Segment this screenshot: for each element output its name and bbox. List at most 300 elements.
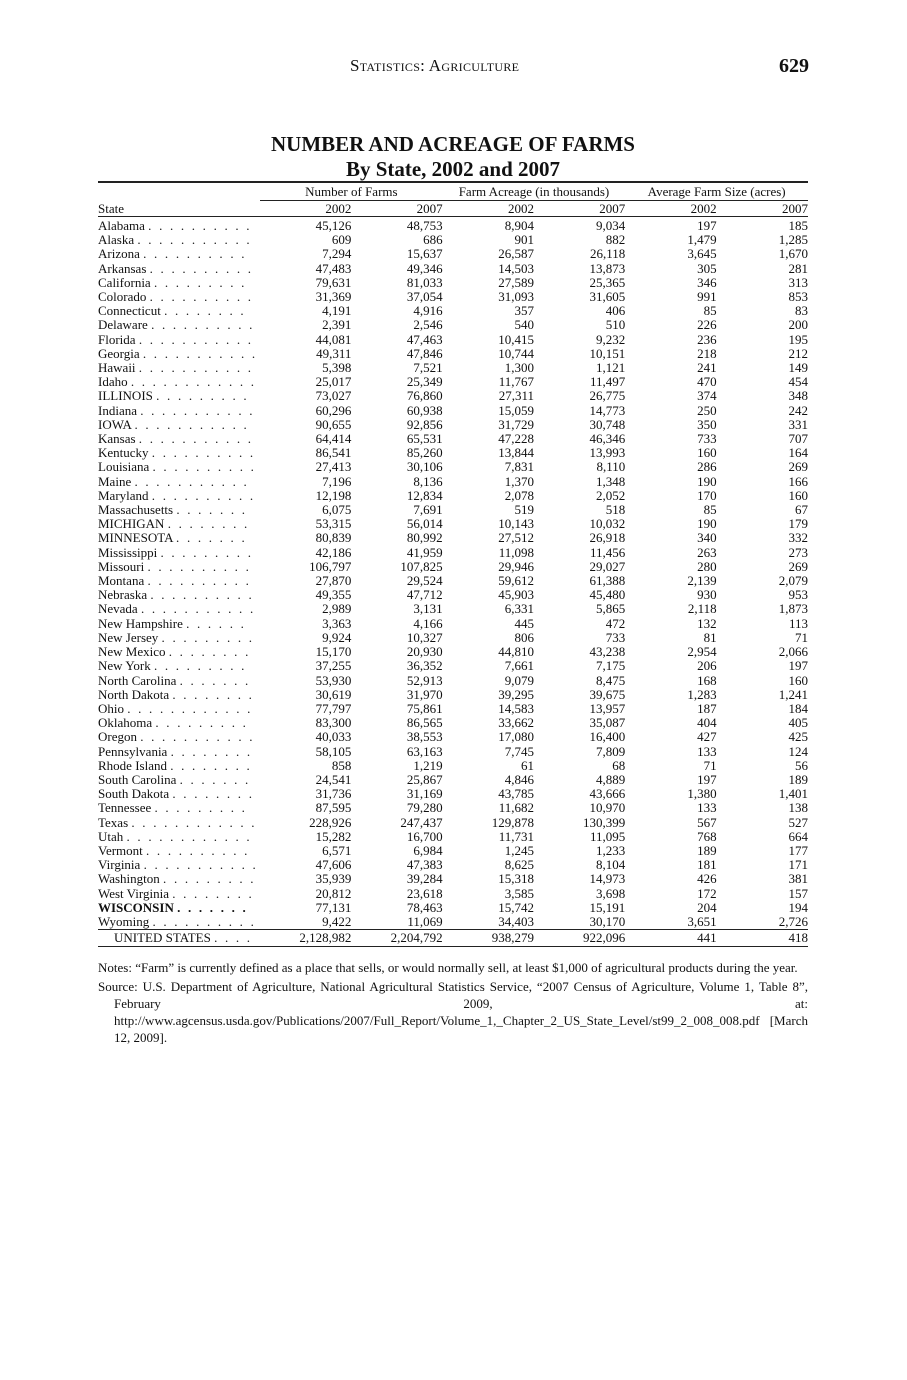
group-header-farm-acreage: Farm Acreage (in thousands)	[443, 183, 626, 201]
value-cell: 83,300	[315, 715, 352, 731]
value-cell: 7,831	[504, 459, 534, 475]
group-header-number-of-farms: Number of Farms	[260, 183, 443, 201]
state-cell: Oregon . . . . . . . . . . .	[98, 729, 255, 745]
table-row	[98, 688, 808, 702]
total-value-cell: 2,128,982	[260, 930, 351, 947]
value-cell: 1,245	[504, 842, 534, 858]
source-text: Source: U.S. Department of Agriculture, National Agricultural Statistics Service, “2007 Census of Agriculture, Volume 1, Table 8”, February 2009, at: http://www.agcensus.usda.gov/Publications/2007/Full_Report/Volume_1,_Chapter_2_US_State_Level/st99_2_008_008.pdf [March 12, 2009].	[98, 979, 808, 1045]
value-cell: 29,946	[498, 558, 534, 574]
value-cell: 2,079	[778, 573, 808, 589]
value-cell: 2,078	[504, 487, 534, 503]
state-cell: Utah . . . . . . . . . . . .	[98, 828, 252, 844]
value-cell: 9,034	[596, 218, 626, 233]
state-cell: Georgia . . . . . . . . . . .	[98, 345, 258, 361]
value-cell: 14,583	[498, 700, 534, 716]
value-cell: 27,311	[498, 388, 534, 404]
state-cell: Alabama . . . . . . . . . .	[98, 218, 252, 233]
value-cell: 13,844	[498, 445, 534, 461]
value-cell: 332	[788, 530, 808, 546]
value-cell: 106,797	[309, 558, 352, 574]
state-cell: Maryland . . . . . . . . . .	[98, 487, 256, 503]
value-cell: 26,118	[590, 246, 626, 262]
table-title	[98, 132, 808, 182]
value-cell: 2,954	[687, 644, 717, 660]
title-line-2: By State, 2002 and 2007	[345, 157, 561, 181]
value-cell: 39,284	[406, 871, 443, 887]
value-cell: 7,691	[413, 502, 443, 518]
value-cell: 79,631	[315, 274, 352, 290]
table-row	[98, 759, 808, 773]
value-cell: 273	[788, 544, 808, 560]
value-cell: 53,315	[315, 516, 352, 532]
value-cell: 35,087	[589, 715, 626, 731]
value-cell: 26,587	[498, 246, 534, 262]
value-cell: 133	[697, 743, 717, 759]
value-cell: 31,729	[498, 416, 534, 432]
total-value-cell: 2,204,792	[351, 930, 442, 947]
value-cell: 197	[697, 218, 717, 233]
value-cell: 107,825	[400, 558, 443, 574]
state-cell: New York . . . . . . . . .	[98, 658, 247, 674]
value-cell: 47,483	[315, 260, 352, 276]
value-cell: 901	[514, 232, 534, 248]
state-cell: Colorado . . . . . . . . . .	[98, 289, 254, 305]
value-cell: 31,970	[406, 686, 443, 702]
value-cell: 195	[788, 331, 808, 347]
value-cell: 733	[697, 431, 717, 447]
value-cell: 236	[697, 331, 717, 347]
value-cell: 853	[788, 289, 808, 305]
table-notes	[98, 959, 808, 1048]
value-cell: 346	[697, 274, 717, 290]
value-cell: 160	[788, 487, 808, 503]
value-cell: 374	[697, 388, 717, 404]
value-cell: 3,645	[687, 246, 717, 262]
state-cell: Louisiana . . . . . . . . . .	[98, 459, 257, 475]
value-cell: 59,612	[498, 573, 534, 589]
state-cell: Pennsylvania . . . . . . . .	[98, 743, 253, 759]
state-cell: Arkansas . . . . . . . . . .	[98, 260, 254, 276]
value-cell: 10,143	[498, 516, 534, 532]
state-cell: Montana . . . . . . . . . .	[98, 573, 252, 589]
year-header: 2007	[534, 201, 625, 217]
total-value-cell: 922,096	[534, 930, 625, 947]
value-cell: 177	[788, 842, 808, 858]
value-cell: 10,327	[406, 629, 443, 645]
table-row	[98, 233, 808, 247]
value-cell: 9,924	[322, 629, 352, 645]
value-cell: 184	[788, 700, 808, 716]
value-cell: 15,282	[315, 828, 352, 844]
group-header-average-farm-size: Average Farm Size (acres)	[625, 183, 808, 201]
total-row	[98, 930, 808, 947]
state-cell: Maine . . . . . . . . . . .	[98, 473, 249, 489]
table-row	[98, 659, 808, 673]
table-row	[98, 290, 808, 304]
value-cell: 24,541	[315, 771, 352, 787]
state-cell: Arizona . . . . . . . . . .	[98, 246, 247, 262]
table-row	[98, 816, 808, 830]
state-cell: Kentucky . . . . . . . . . .	[98, 445, 256, 461]
value-cell: 124	[788, 743, 808, 759]
value-cell: 1,873	[778, 601, 808, 617]
value-cell: 10,970	[589, 800, 626, 816]
state-cell: Massachusetts . . . . . . .	[98, 502, 248, 518]
farms-table	[98, 183, 808, 947]
state-cell: New Mexico . . . . . . . .	[98, 644, 251, 660]
value-cell: 16,700	[406, 828, 443, 844]
state-cell: WISCONSIN . . . . . . .	[98, 899, 248, 915]
value-cell: 1,241	[778, 686, 808, 702]
value-cell: 20,930	[406, 644, 443, 660]
value-cell: 68	[612, 757, 626, 773]
value-cell: 43,666	[589, 786, 626, 802]
table-row	[98, 404, 808, 418]
value-cell: 13,957	[589, 700, 626, 716]
table-row	[98, 858, 808, 872]
value-cell: 609	[331, 232, 352, 248]
value-cell: 8,475	[596, 672, 626, 688]
value-cell: 26,918	[589, 530, 626, 546]
value-cell: 73,027	[315, 388, 352, 404]
value-cell: 27,870	[315, 573, 352, 589]
value-cell: 92,856	[406, 416, 443, 432]
value-cell: 41,959	[406, 544, 443, 560]
value-cell: 14,773	[589, 402, 626, 418]
value-cell: 80,992	[406, 530, 443, 546]
table-row	[98, 872, 808, 886]
value-cell: 45,480	[589, 587, 626, 603]
value-cell: 7,175	[596, 658, 626, 674]
value-cell: 181	[697, 857, 717, 873]
value-cell: 80,839	[315, 530, 352, 546]
running-head: Statistics: Agriculture	[350, 56, 520, 75]
value-cell: 44,081	[315, 331, 352, 347]
table-row	[98, 560, 808, 574]
table-row	[98, 674, 808, 688]
value-cell: 113	[788, 615, 808, 631]
value-cell: 189	[697, 842, 717, 858]
value-cell: 686	[423, 232, 443, 248]
value-cell: 10,744	[498, 345, 534, 361]
value-cell: 15,742	[498, 899, 534, 915]
value-cell: 67	[795, 502, 808, 518]
value-cell: 172	[697, 885, 717, 901]
table-row	[98, 531, 808, 545]
value-cell: 5,398	[322, 360, 352, 376]
value-cell: 49,311	[316, 345, 352, 361]
table-row	[98, 446, 808, 460]
value-cell: 77,797	[315, 700, 352, 716]
value-cell: 47,383	[406, 857, 443, 873]
value-cell: 133	[697, 800, 717, 816]
table-row	[98, 745, 808, 759]
value-cell: 30,619	[315, 686, 352, 702]
table-row	[98, 915, 808, 930]
state-cell: Delaware . . . . . . . . . .	[98, 317, 255, 333]
state-cell: Nebraska . . . . . . . . . .	[98, 587, 254, 603]
value-cell: 49,346	[406, 260, 443, 276]
state-cell: Ohio . . . . . . . . . . . .	[98, 700, 253, 716]
value-cell: 129,878	[491, 814, 534, 830]
value-cell: 6,571	[322, 842, 352, 858]
value-cell: 768	[697, 828, 717, 844]
value-cell: 45,126	[315, 218, 352, 233]
table-row	[98, 787, 808, 801]
value-cell: 2,391	[322, 317, 352, 333]
value-cell: 164	[788, 445, 808, 461]
year-header: 2002	[443, 201, 534, 217]
value-cell: 5,865	[596, 601, 626, 617]
value-cell: 269	[788, 558, 808, 574]
value-cell: 65,531	[406, 431, 443, 447]
state-column-header: State	[98, 201, 260, 217]
value-cell: 218	[697, 345, 717, 361]
value-cell: 348	[788, 388, 808, 404]
table-row	[98, 361, 808, 375]
value-cell: 4,916	[413, 303, 443, 319]
value-cell: 206	[697, 658, 717, 674]
value-cell: 6,331	[504, 601, 534, 617]
value-cell: 60,938	[406, 402, 443, 418]
value-cell: 242	[788, 402, 808, 418]
state-cell: West Virginia . . . . . . . .	[98, 885, 254, 901]
value-cell: 882	[605, 232, 626, 248]
value-cell: 510	[605, 317, 626, 333]
value-cell: 48,753	[406, 218, 443, 233]
value-cell: 269	[788, 459, 808, 475]
value-cell: 76,860	[406, 388, 443, 404]
value-cell: 25,349	[406, 374, 443, 390]
value-cell: 56	[795, 757, 808, 773]
value-cell: 85	[703, 502, 717, 518]
value-cell: 1,121	[596, 360, 626, 376]
state-cell: Vermont . . . . . . . . . .	[98, 842, 250, 858]
value-cell: 1,283	[687, 686, 717, 702]
state-cell: Wyoming . . . . . . . . . .	[98, 913, 257, 929]
value-cell: 8,136	[413, 473, 443, 489]
table-row	[98, 475, 808, 489]
value-cell: 10,151	[589, 345, 626, 361]
value-cell: 1,479	[687, 232, 717, 248]
state-cell: South Dakota . . . . . . . .	[98, 786, 255, 802]
value-cell: 405	[788, 715, 808, 731]
value-cell: 30,170	[589, 913, 626, 929]
value-cell: 212	[788, 345, 808, 361]
value-cell: 87,595	[315, 800, 352, 816]
value-cell: 30,748	[589, 416, 626, 432]
value-cell: 2,139	[687, 573, 717, 589]
value-cell: 426	[697, 871, 717, 887]
value-cell: 27,512	[498, 530, 534, 546]
value-cell: 194	[788, 899, 808, 915]
state-cell: Tennessee . . . . . . . . .	[98, 800, 248, 816]
total-value-cell: 938,279	[443, 930, 534, 947]
value-cell: 187	[697, 700, 717, 716]
value-cell: 3,651	[687, 913, 717, 929]
value-cell: 36,352	[406, 658, 443, 674]
value-cell: 43,785	[498, 786, 534, 802]
value-cell: 190	[697, 516, 717, 532]
value-cell: 15,637	[406, 246, 443, 262]
value-cell: 241	[697, 360, 717, 376]
value-cell: 7,196	[322, 473, 352, 489]
value-cell: 71	[795, 629, 808, 645]
value-cell: 2,726	[778, 913, 808, 929]
value-cell: 2,066	[778, 644, 808, 660]
value-cell: 35,939	[315, 871, 352, 887]
value-cell: 64,414	[315, 431, 352, 447]
value-cell: 11,731	[498, 828, 534, 844]
value-cell: 4,889	[596, 771, 626, 787]
table-row	[98, 333, 808, 347]
value-cell: 197	[788, 658, 808, 674]
value-cell: 42,186	[315, 544, 352, 560]
value-cell: 15,191	[589, 899, 626, 915]
farms-table-container	[98, 181, 808, 947]
value-cell: 9,232	[596, 331, 626, 347]
value-cell: 204	[697, 899, 717, 915]
year-header: 2002	[625, 201, 716, 217]
value-cell: 20,812	[315, 885, 352, 901]
value-cell: 85	[703, 303, 717, 319]
value-cell: 83	[795, 303, 808, 319]
state-cell: Rhode Island . . . . . . . .	[98, 757, 252, 773]
value-cell: 7,661	[504, 658, 534, 674]
value-cell: 7,521	[413, 360, 443, 376]
table-row	[98, 276, 808, 290]
state-cell: Indiana . . . . . . . . . . .	[98, 402, 255, 418]
value-cell: 8,625	[504, 857, 534, 873]
value-cell: 190	[697, 473, 717, 489]
state-cell: Virginia . . . . . . . . . . .	[98, 857, 259, 873]
value-cell: 45,903	[498, 587, 534, 603]
table-row	[98, 389, 808, 403]
value-cell: 170	[697, 487, 717, 503]
value-cell: 71	[703, 757, 717, 773]
table-row	[98, 318, 808, 332]
value-cell: 81,033	[406, 274, 443, 290]
table-row	[98, 631, 808, 645]
value-cell: 77,131	[315, 899, 352, 915]
value-cell: 15,059	[498, 402, 534, 418]
value-cell: 47,606	[315, 857, 352, 873]
value-cell: 179	[788, 516, 808, 532]
value-cell: 10,032	[589, 516, 626, 532]
table-row	[98, 844, 808, 858]
table-row	[98, 247, 808, 261]
value-cell: 30,106	[406, 459, 443, 475]
value-cell: 9,422	[322, 913, 352, 929]
table-row	[98, 901, 808, 915]
value-cell: 47,846	[406, 345, 443, 361]
table-row	[98, 730, 808, 744]
value-cell: 6,984	[413, 842, 443, 858]
value-cell: 664	[788, 828, 808, 844]
value-cell: 53,930	[315, 672, 352, 688]
value-cell: 1,233	[596, 842, 626, 858]
value-cell: 350	[697, 416, 717, 432]
value-cell: 47,712	[406, 587, 443, 603]
value-cell: 31,169	[406, 786, 443, 802]
value-cell: 61	[520, 757, 534, 773]
value-cell: 286	[697, 459, 717, 475]
value-cell: 540	[514, 317, 534, 333]
state-cell: Washington . . . . . . . . .	[98, 871, 256, 887]
state-cell: California . . . . . . . . .	[98, 274, 247, 290]
value-cell: 445	[514, 615, 534, 631]
value-cell: 171	[788, 857, 808, 873]
value-cell: 2,118	[687, 601, 717, 617]
value-cell: 37,054	[406, 289, 443, 305]
value-cell: 17,080	[498, 729, 534, 745]
value-cell: 46,346	[589, 431, 626, 447]
state-cell: New Jersey . . . . . . . . .	[98, 629, 255, 645]
state-cell: Alaska . . . . . . . . . . .	[98, 232, 252, 248]
notes-text: Notes: “Farm” is currently defined as a place that sells, or would normally sell, at least $1,000 of agricultural products during the year.	[98, 960, 798, 975]
value-cell: 39,295	[498, 686, 534, 702]
value-cell: 427	[697, 729, 717, 745]
value-cell: 23,618	[406, 885, 443, 901]
state-cell: North Carolina . . . . . . .	[98, 672, 251, 688]
value-cell: 247,437	[400, 814, 443, 830]
table-row	[98, 716, 808, 730]
value-cell: 27,413	[315, 459, 352, 475]
value-cell: 7,745	[504, 743, 534, 759]
value-cell: 11,682	[498, 800, 534, 816]
table-row	[98, 702, 808, 716]
value-cell: 132	[697, 615, 717, 631]
value-cell: 14,973	[589, 871, 626, 887]
value-cell: 43,238	[589, 644, 626, 660]
state-cell: Idaho . . . . . . . . . . . .	[98, 374, 257, 390]
value-cell: 86,565	[406, 715, 443, 731]
table-row	[98, 460, 808, 474]
table-body	[98, 217, 808, 930]
value-cell: 61,388	[589, 573, 626, 589]
state-cell: Nevada . . . . . . . . . . .	[98, 601, 256, 617]
table-row	[98, 602, 808, 616]
value-cell: 226	[697, 317, 717, 333]
table-row	[98, 347, 808, 361]
state-cell: Oklahoma . . . . . . . . .	[98, 715, 249, 731]
value-cell: 11,095	[590, 828, 626, 844]
state-cell: MINNESOTA . . . . . . .	[98, 530, 247, 546]
value-cell: 4,846	[504, 771, 534, 787]
value-cell: 858	[331, 757, 352, 773]
value-cell: 63,163	[406, 743, 443, 759]
value-cell: 340	[697, 530, 717, 546]
value-cell: 1,300	[504, 360, 534, 376]
value-cell: 2,052	[596, 487, 626, 503]
page-number: 629	[779, 55, 809, 77]
total-value-cell: 441	[625, 930, 716, 947]
value-cell: 527	[788, 814, 808, 830]
value-cell: 331	[788, 416, 808, 432]
state-cell: Florida . . . . . . . . . . .	[98, 331, 254, 347]
value-cell: 1,219	[413, 757, 443, 773]
value-cell: 168	[697, 672, 717, 688]
value-cell: 7,294	[322, 246, 352, 262]
value-cell: 130,399	[583, 814, 626, 830]
value-cell: 3,698	[596, 885, 626, 901]
value-cell: 40,033	[315, 729, 352, 745]
table-row	[98, 304, 808, 318]
value-cell: 9,079	[504, 672, 534, 688]
table-row	[98, 517, 808, 531]
value-cell: 930	[697, 587, 717, 603]
value-cell: 11,767	[498, 374, 534, 390]
